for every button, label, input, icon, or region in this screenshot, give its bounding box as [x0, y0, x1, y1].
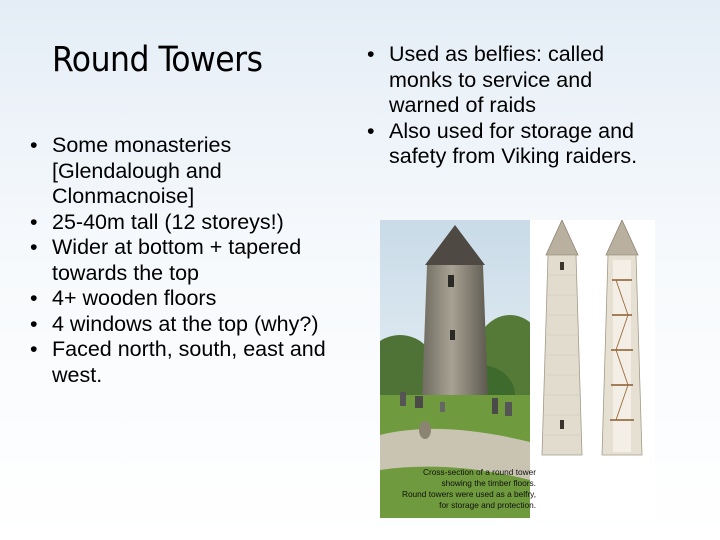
bullet-monasteries: • Some monasteries [Glendalough and Clonmacnoise] [30, 133, 350, 210]
bullet-floors: • 4+ wooden floors [30, 286, 350, 312]
left-bullet-list [30, 133, 350, 388]
slide-title: Round Towers [52, 40, 263, 80]
bullet-windows: • 4 windows at the top (why?) [30, 312, 350, 338]
bullet-storage: • Also used for storage and safety from Viking raiders. [367, 119, 667, 170]
right-bullet-list [367, 42, 667, 170]
bullet-height: • 25-40m tall (12 storeys!) [30, 210, 350, 236]
bullet-shape: • Wider at bottom + tapered towards the top [30, 235, 350, 286]
tower-cross-section-drawing [530, 220, 655, 518]
round-tower-figure [380, 220, 655, 518]
bullet-orientation: • Faced north, south, east and west. [30, 337, 350, 388]
bullet-belfries: • Used as belfies: called monks to service and warned of raids [367, 42, 667, 119]
figure-caption: Cross-section of a round tower showing the timber floors. Round towers were used as a belfry, for storage and protection. [401, 467, 536, 510]
